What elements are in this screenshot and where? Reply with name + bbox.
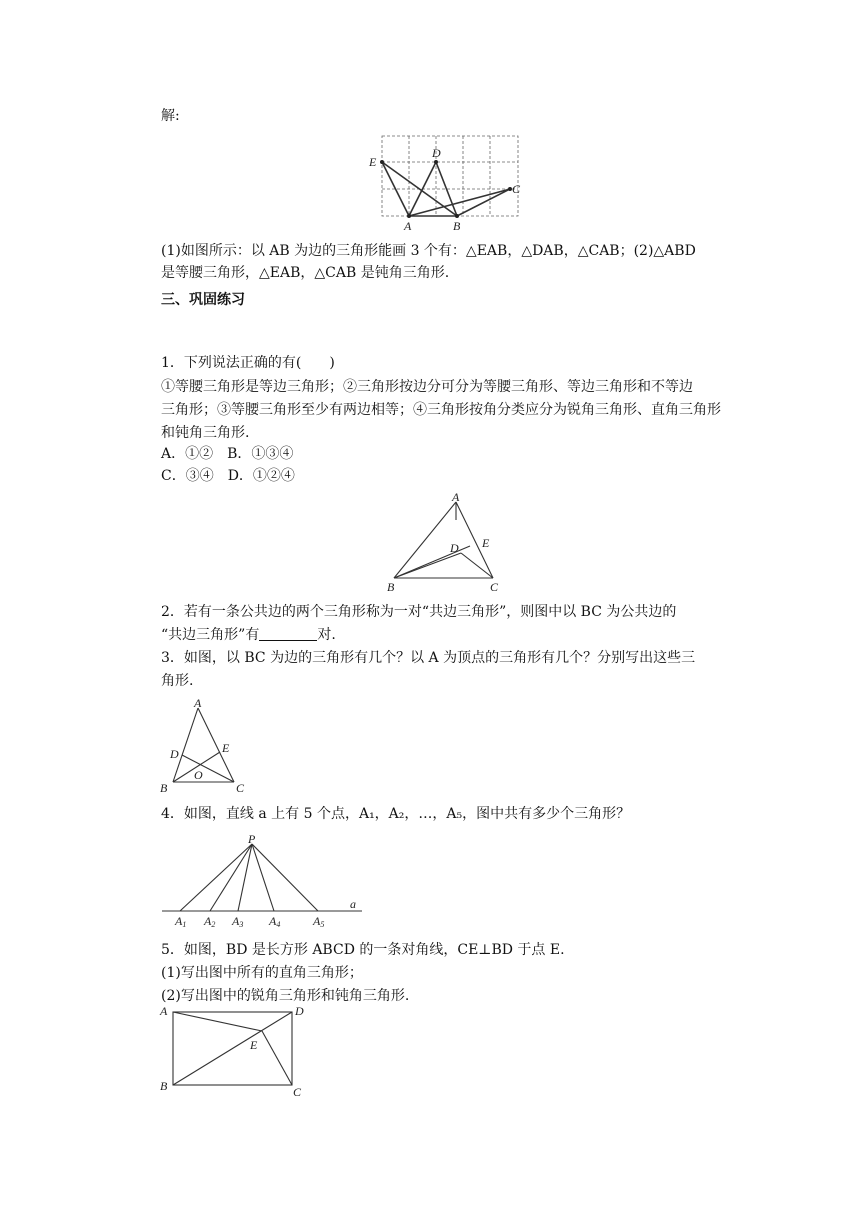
q1-body-1: ①等腰三角形是等边三角形；②三角形按边分可分为等腰三角形、等边三角形和不等边 [161, 379, 693, 395]
q2-line-2 [161, 625, 336, 645]
fig3-point-a-label: A [194, 696, 202, 710]
line-a-label: a [350, 897, 356, 911]
q5-line-1: 5．如图，BD 是长方形 ABCD 的一条对角线，CE⊥BD 于点 E. [161, 942, 565, 958]
triangle-lines [382, 162, 510, 216]
point-a2-label: A2 [204, 914, 216, 929]
fig3-point-c-label: C [236, 781, 245, 795]
point-a5-label: A5 [313, 914, 325, 929]
fig5-point-b-label: B [160, 1079, 168, 1093]
fig2-point-d-label: D [450, 541, 459, 555]
fig3-point-o-label: O [194, 768, 203, 782]
triangle-abc-with-cevians-figure [158, 694, 254, 798]
fig2-point-a-label: A [452, 490, 460, 504]
point-a-label: A [404, 219, 412, 233]
fig5-point-e-label: E [250, 1038, 258, 1052]
point-a1-label: A1 [175, 914, 187, 929]
q1-stem: 1．下列说法正确的有( ) [161, 355, 335, 371]
fig3-point-e-label: E [222, 741, 230, 755]
q3-line-1: 3．如图，以 BC 为边的三角形有几个？以 A 为顶点的三角形有几个？分别写出这些三 [161, 650, 696, 666]
q1-options-cd: C．③④ D．①②④ [161, 468, 295, 484]
section-title: 三、巩固练习 [161, 292, 245, 308]
rectangle-abcd-figure [156, 1002, 314, 1100]
fig3-point-b-label: B [160, 781, 168, 795]
point-c-label: C [512, 182, 521, 196]
fig2-point-e-label: E [482, 536, 490, 550]
fig2-point-c-label: C [490, 580, 499, 594]
point-a4-label: A4 [269, 914, 281, 929]
point-p-label: P [248, 832, 256, 846]
point-b-label: B [453, 219, 461, 233]
q2-line-2-prefix: “共边三角形”有 [161, 627, 260, 643]
solution-line-2: 是等腰三角形，△EAB，△CAB 是钝角三角形. [161, 265, 450, 281]
point-a3-label: A3 [232, 914, 244, 929]
q1-body-2: 三角形；③等腰三角形至少有两边相等；④三角形按角分类应分为锐角三角形、直角三角形 [161, 402, 721, 418]
solution-label: 解: [161, 108, 180, 124]
fig5-point-d-label: D [295, 1004, 304, 1018]
q4-line-1: 4．如图，直线 a 上有 5 个点，A₁，A₂，…，A₅，图中共有多少个三角形？ [161, 806, 631, 822]
fig3-point-d-label: D [170, 747, 179, 761]
solution-line-1: (1)如图所示：以 AB 为边的三角形能画 3 个有：△EAB，△DAB，△CAB；(2)△ABD [161, 243, 696, 259]
q5-line-2: (1)写出图中所有的直角三角形； [161, 965, 363, 981]
point-d-label: D [432, 146, 441, 160]
grid-triangle-figure [366, 134, 526, 234]
q3-line-2: 角形. [161, 673, 194, 689]
q2-line-1: 2．若有一条公共边的两个三角形称为一对“共边三角形”，则图中以 BC 为公共边的 [161, 604, 677, 620]
q2-line-2-suffix: 对. [317, 627, 336, 643]
q5-line-3: (2)写出图中的锐角三角形和钝角三角形. [161, 988, 410, 1004]
q1-body-3: 和钝角三角形. [161, 425, 250, 441]
points-on-line-figure [156, 830, 368, 930]
q1-options-ab: A．①② B．①③④ [161, 446, 294, 462]
fig2-point-b-label: B [387, 580, 395, 594]
q2-answer-blank[interactable] [259, 626, 317, 641]
fig5-point-c-label: C [293, 1085, 302, 1099]
shared-side-triangle-figure [384, 490, 510, 596]
point-e-label: E [369, 155, 377, 169]
fig5-point-a-label: A [160, 1004, 168, 1018]
